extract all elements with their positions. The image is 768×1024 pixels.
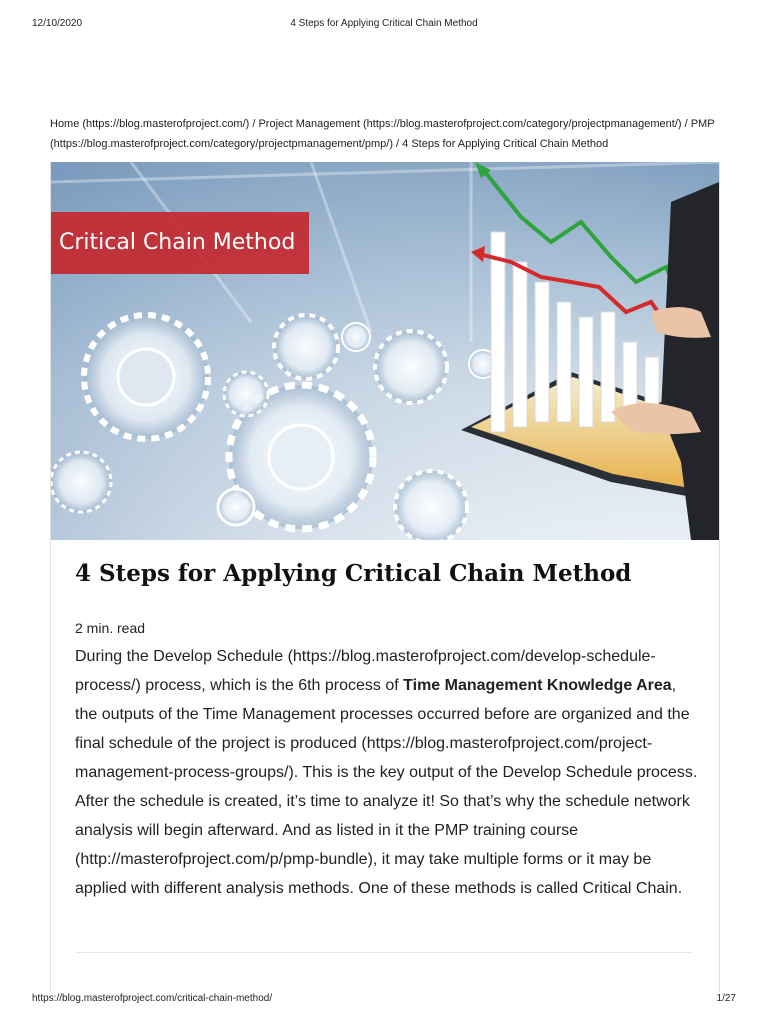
gear-icon	[218, 489, 254, 525]
gear-icon	[84, 315, 208, 439]
breadcrumb-text[interactable]: Home (https://blog.masterofproject.com/) / Project Management (https://blog.masterofproject.com/category/projectpmanagement/) / PMP (https://blog.masterofproject.com/category/projectpmanagement/pmp/) / 4 Steps for Applying Critical Chain Method	[50, 118, 715, 150]
gear-icon	[375, 331, 447, 403]
hero-image	[51, 162, 719, 540]
article-body-bold: Time Management Knowledge Area	[403, 677, 672, 694]
divider	[75, 952, 693, 953]
print-footer	[32, 993, 736, 1007]
article-body	[75, 642, 701, 903]
print-header	[32, 18, 736, 32]
print-date: 12/10/2020	[32, 18, 83, 29]
article-body-text: , the outputs of the Time Management processes occurred before are organized and the final schedule of the project is produced (https://blog.masterofproject.com/project-management-process-groups/). This is the key output of the Develop Schedule process. After the schedule is created, it’s time to analyze it! So that’s why the schedule network analysis will begin afterward. And as listed in it the PMP training course (http://masterofproject.com/p/pmp-bundle), it may take multiple forms or it may be applied with different analysis methods. One of these methods is called Critical Chain.	[75, 677, 698, 897]
article-body-text: During the Develop Schedule (https://blog.masterofproject.com/develop-schedule-process/) process, which is the 6th process of	[75, 648, 656, 694]
gear-icon	[342, 323, 370, 351]
print-url[interactable]: https://blog.masterofproject.com/critical-chain-method/	[32, 993, 273, 1004]
article-title: 4 Steps for Applying Critical Chain Method	[75, 560, 632, 587]
article-card	[50, 162, 720, 992]
gear-icon	[51, 452, 111, 512]
breadcrumb[interactable]	[50, 114, 720, 154]
page-number: 1/27	[716, 993, 736, 1004]
hero-label: Critical Chain Method	[51, 212, 309, 274]
read-time: 2 min. read	[75, 620, 146, 636]
gear-icon	[274, 315, 338, 379]
gear-icon	[395, 471, 467, 540]
gear-icon	[224, 372, 268, 416]
print-document-title: 4 Steps for Applying Critical Chain Method	[290, 18, 478, 29]
